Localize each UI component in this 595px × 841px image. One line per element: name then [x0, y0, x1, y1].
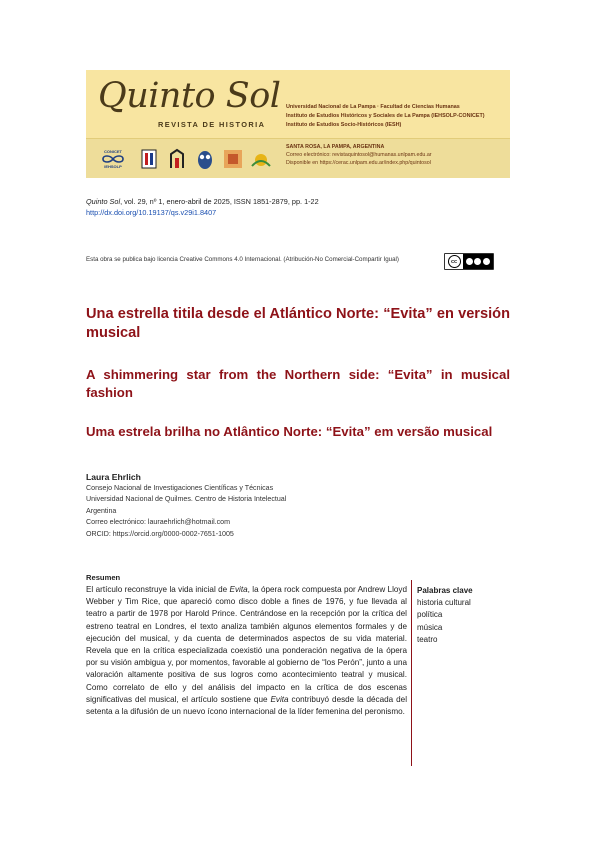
article-title-es: Una estrella titila desde el Atlántico Norte: “Evita” en versión musical [86, 306, 510, 341]
conicet-logo-icon [94, 144, 132, 174]
article-title-en: A shimmering star from the Northern side: “Evita” in musical fashion [86, 367, 510, 400]
institution-line: Universidad Nacional de La Pampa · Facultad de Ciencias Humanas [286, 104, 460, 110]
sa-icon [483, 258, 490, 265]
author-orcid[interactable]: ORCID: https://orcid.org/0000-0002-7651-1005 [86, 529, 234, 538]
by-icon [466, 258, 473, 265]
owl-logo-icon [194, 148, 216, 170]
doi-link[interactable]: http://dx.doi.org/10.19137/qs.v29i1.8407 [86, 208, 217, 217]
keyword-item: historia cultural [417, 598, 471, 608]
author-affiliation: Universidad Nacional de Quilmes. Centro de Historia Intelectual [86, 495, 287, 504]
banner-top [86, 70, 510, 138]
journal-email: Correo electrónico: revistaquintosol@humanas.unlpam.edu.ar [286, 152, 432, 158]
citation-block [86, 196, 319, 218]
institute-logo-icon [222, 148, 244, 170]
journal-banner [86, 70, 510, 178]
author-name: Laura Ehrlich [86, 472, 141, 482]
keyword-item: política [417, 610, 443, 620]
keywords-heading: Palabras clave [417, 586, 473, 595]
institution-logos [94, 143, 272, 175]
citation-details: , vol. 29, nº 1, enero-abril de 2025, ISSN 1851-2879, pp. 1-22 [120, 197, 319, 206]
keywords-block [417, 585, 473, 646]
evita-italic: Evita [229, 585, 248, 594]
author-country: Argentina [86, 506, 117, 515]
conicet-logo-label: CONICET [104, 149, 122, 154]
institution-line: Instituto de Estudios Históricos y Sociales de La Pampa (IEHSOLP-CONICET) [286, 113, 485, 119]
iehsolp-logo-label: IEHSOLP [104, 164, 122, 169]
keywords-divider [411, 580, 412, 766]
cc-logo-icon: cc [448, 255, 461, 268]
journal-contact [286, 143, 432, 167]
abstract-heading: Resumen [86, 573, 121, 582]
journal-logo-subtitle: REVISTA DE HISTORIA [158, 120, 266, 129]
journal-city: SANTA ROSA, LA PAMPA, ARGENTINA [286, 144, 385, 150]
evita-italic: Evita [270, 694, 289, 704]
infinity-icon [100, 154, 126, 164]
journal-url: Disponible en https://cerac.unlpam.edu.ar/index.php/quintosol [286, 160, 431, 166]
license-text: Esta obra se publica bajo licencia Creative Commons 4.0 Internacional. (Atribución-No Comercial-Compartir Igual) [86, 256, 399, 263]
institutions-list [286, 103, 485, 130]
journal-logo-title: Quinto Sol [98, 76, 281, 116]
university-logo-icon [138, 148, 160, 170]
keyword-item: teatro [417, 634, 438, 644]
faculty-logo-icon [166, 148, 188, 170]
article-title-pt: Uma estrela brilha no Atlântico Norte: “Evita” em versão musical [86, 424, 493, 439]
author-block [86, 471, 286, 540]
citation-line [86, 196, 319, 207]
institution-line: Instituto de Estudios Socio-Históricos (IESH) [286, 122, 402, 128]
sol-logo-icon [250, 148, 272, 170]
banner-bottom [86, 138, 510, 178]
author-email[interactable]: Correo electrónico: lauraehrlich@hotmail.com [86, 518, 231, 527]
journal-name: Quinto Sol [86, 197, 121, 206]
cc-by-nc-sa-icon[interactable] [444, 253, 494, 270]
abstract-text: El artículo reconstruye la vida inicial de Evita, la ópera rock compuesta por Andrew Lloyd Webber y Tim Rice, que apareció como disco doble a fines de 1976, y fue llevada al teatro a partir de 1978 por Harold Prince. Centrándose en la recepción por la crítica del estreno teatral en Londres, el texto analiza también algunos elementos formales y de ejecución del musical, y da cuenta de determinados aspectos de su vida material. Revela que en la crítica especializada coexistió una ponderación negativa de la ópera por su visión ambigua y, por momentos, favorable al gobierno de “los Perón”, junto a una valoración altamente positiva de sus logros como acontecimiento teatral y musical. Como correlato de ello y del análisis del impacto en la crítica de dos escenas significativas del musical, el artículo sostiene que Evita contribuyó desde la década del setenta a la difusión de un nuevo ícono internacional de la líder femenina del peronismo. [86, 585, 408, 717]
keyword-item: música [417, 622, 443, 632]
nc-icon [474, 258, 481, 265]
author-affiliation: Consejo Nacional de Investigaciones Científicas y Técnicas [86, 484, 274, 492]
